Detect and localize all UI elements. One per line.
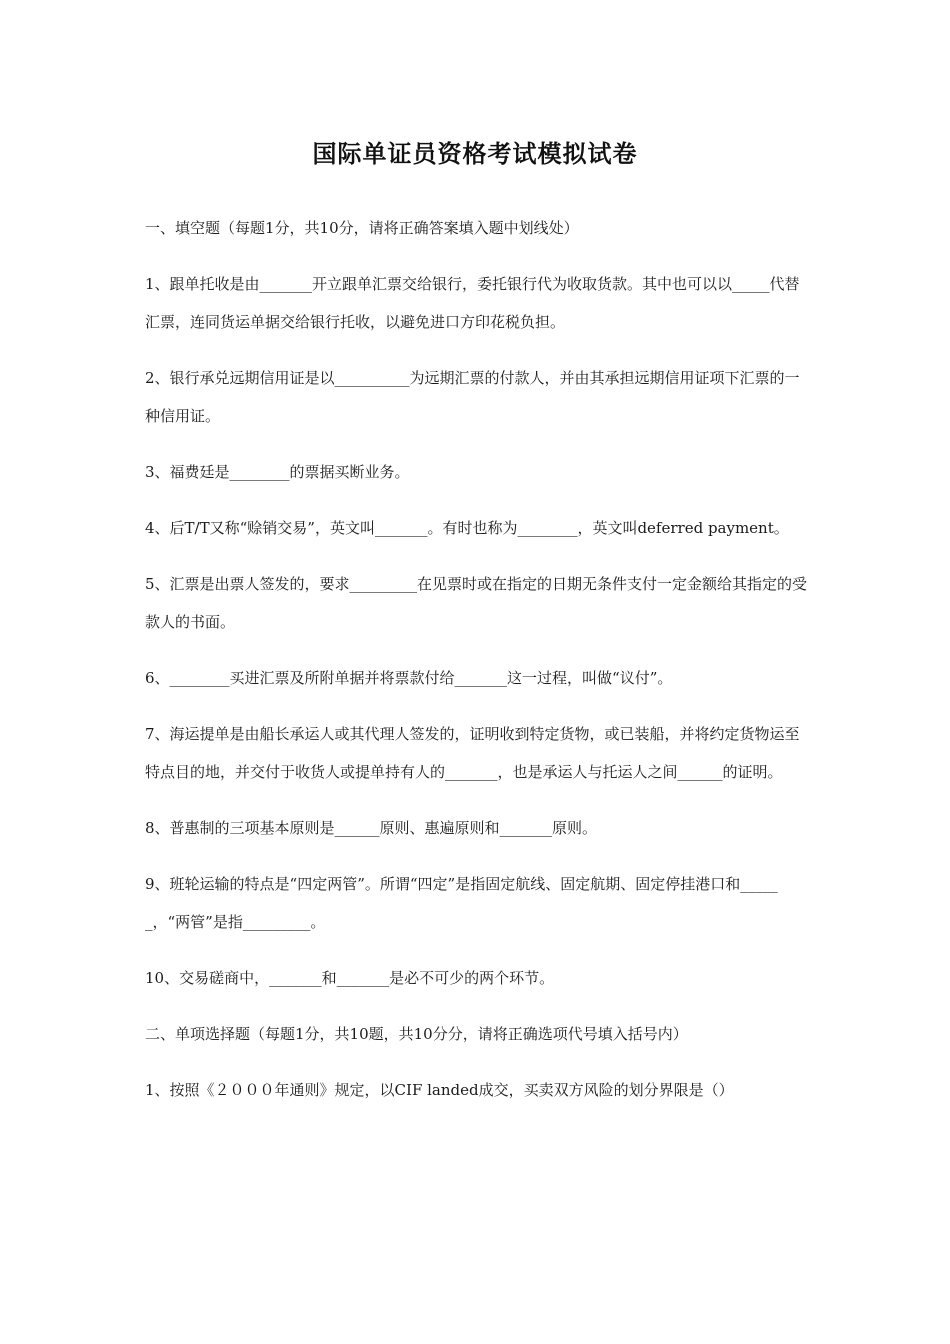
question-paragraph: 7、海运提单是由船长承运人或其代理人签发的，证明收到特定货物，或已装船，并将约定货物运至特点目的地，并交付于收货人或提单持有人的_______，也是承运人与托运人之间______的证明。 bbox=[145, 725, 800, 781]
question-paragraph: 10、交易磋商中，_______和_______是必不可少的两个环节。 bbox=[145, 969, 555, 987]
question-paragraph: 1、按照《２０００年通则》规定，以CIF landed成交，买卖双方风险的划分界限是（） bbox=[145, 1081, 734, 1099]
document-body bbox=[145, 209, 809, 1127]
question-paragraph: 2、银行承兑远期信用证是以__________为远期汇票的付款人，并由其承担远期信用证项下汇票的一种信用证。 bbox=[145, 369, 800, 425]
section-heading-fill-in-blank: 一、填空题（每题1分，共10分，请将正确答案填入题中划线处） bbox=[145, 219, 579, 237]
section-heading-single-choice: 二、单项选择题（每题1分，共10题，共10分分，请将正确选项代号填入括号内） bbox=[145, 1025, 688, 1043]
question-paragraph: 8、普惠制的三项基本原则是______原则、惠遍原则和_______原则。 bbox=[145, 819, 598, 837]
question-paragraph: 9、班轮运输的特点是“四定两管”。所谓“四定”是指固定航线、固定航期、固定停挂港口和______，“两管”是指_________。 bbox=[145, 875, 778, 931]
question-paragraph: 6、________买进汇票及所附单据并将票款付给_______这一过程，叫做“议付”。 bbox=[145, 669, 673, 687]
page-title: 国际单证员资格考试模拟试卷 bbox=[312, 139, 638, 168]
question-paragraph: 1、跟单托收是由_______开立跟单汇票交给银行，委托银行代为收取货款。其中也可以以_____代替汇票，连同货运单据交给银行托收，以避免进口方印花税负担。 bbox=[145, 275, 800, 331]
question-paragraph: 3、福费廷是________的票据买断业务。 bbox=[145, 463, 410, 481]
question-paragraph: 5、汇票是出票人签发的，要求_________在见票时或在指定的日期无条件支付一定金额给其指定的受款人的书面。 bbox=[145, 575, 808, 631]
question-paragraph: 4、后T/T又称“赊销交易”，英文叫_______。有时也称为________，英文叫deferred payment。 bbox=[145, 519, 789, 537]
